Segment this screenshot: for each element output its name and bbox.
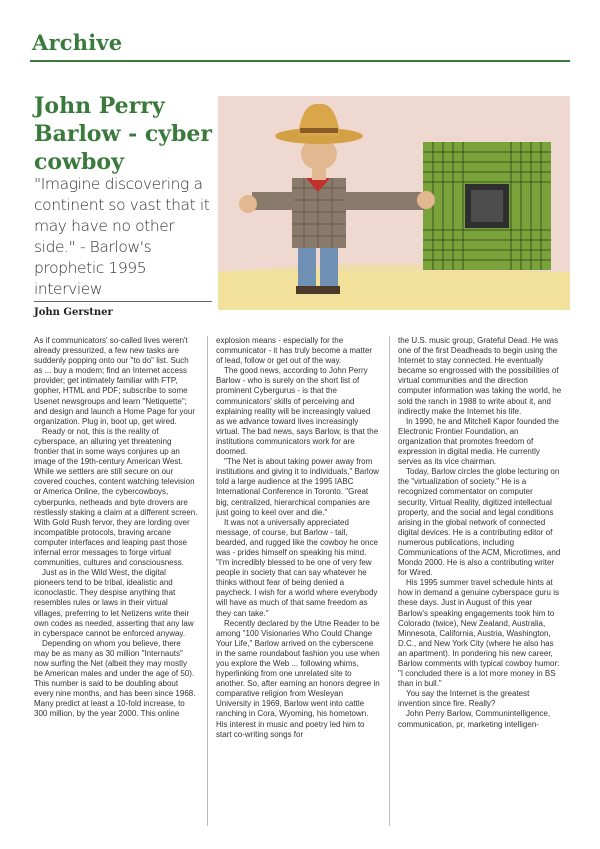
paragraph: You say the Internet is the greatest invention since fire. Really? [398,689,530,709]
paragraph: Ready or not, this is the reality of cyberspace, an alluring yet threatening frontier that in some ways conjures up an image of the 19th-century American West. While we settlers are still secure on our covered couches, content watching television or America Online, the cybercowboys, cyberpunks, netheads and byte drovers are restlessly staking a claim at a different screen. With Gold Rush fervor, they are lording over incompatible protocols, braving arcane computer interfaces and leaping past those infernal error messages to forge virtual communities, cultures and consciousness. [34,426,198,568]
article-column-1 [34,336,198,720]
paragraph: the U.S. music group, Grateful Dead. He was one of the first Deadheads to begin using the Internet to stay connected. He eventually became so engrossed with the possibilities of virtual communities and the direction computer information was taking the world, he sold the ranch in 1988 to write about it, and indirectly make the Internet his life. [398,336,562,416]
masthead-rule [30,60,570,62]
cowboy-illustration [218,96,570,310]
column-divider [207,336,208,826]
paragraph: As if communicators' so-called lives weren't already pressurized, a few new tasks are suddenly popping onto our "to do" list. Such as ... buy a modem; find an Internet access provider; get intimately familiar with FTP, gopher, HTML and PDF; subscribe to some Usenet newsgroups and learn "Netiquette"; and design and launch a Home Page for your organization. Plug in, boot up, get wired. [34,336,195,426]
paragraph: Today, Barlow circles the globe lecturing on the "virtualization of society." He is a recognized commentator on computer security, Virtual Reality, digitized intellectual property, and the social and legal conditions arising in the global network of connected digital devices. He is a contributing editor of numerous publications, including Communications of the ACM, Microtimes, and Mondo 2000. He is also a contributing writer for Wired. [398,467,561,578]
paragraph: The good news, according to John Perry Barlow - who is surely on the short list of prominent Cybergurus - is that the communicators' skills of perceiving and explaining reality will be increasingly valued as we advance toward lives increasingly virtual. The bad news, says Barlow, is that the institutions communicators work for are doomed. [216,366,379,457]
byline: John Gerstner [34,307,113,318]
circuit-chip-graphic [423,142,551,270]
standfirst: "Imagine discovering a continent so vast that it may have no other side." - Barlow's prophetic 1995 interview [34,175,210,298]
section-title: Archive [32,30,123,55]
column-divider [389,336,390,826]
paragraph: In 1990, he and Mitchell Kapor founded the Electronic Frontier Foundation, an organization that promotes freedom of expression in digital media. He currently serves as its vice chairman. [398,416,559,467]
paragraph: explosion means - especially for the communicator - it has truly become a matter of lead, follow or get out of the way. [216,336,373,366]
masthead [30,28,570,58]
byline-rule [34,301,212,302]
article-column-3 [398,336,562,730]
paragraph: John Perry Barlow, Communintelligence, communication, pr, marketing intelligen- [398,709,551,729]
paragraph: Recently declared by the Utne Reader to be among "100 Visionaries Who Could Change Your Life," Barlow arrived on the cyberscene in the same roundabout fashion you use when you explore the Web ... following whims, hyperlinking from one unrelated site to another. So, after earning an honors degree in comparative religion from Wesleyan University in 1969, Barlow went into cattle ranching in Cora, Wyoming, his hometown. His interest in music and poetry led him to start co-writing songs for [216,618,380,739]
paragraph: His 1995 summer travel schedule hints at how in demand a genuine cyberspace guru is these days. Just in August of this year Barlow's speaking engagements took him to Colorado (twice), New Zealand, Australia, Minnesota, California, Austria, Washington, D.C., and New York City (where he also has an apartment). In pondering his new career, Barlow comments with typical cowboy humor: "I concluded there is a lot more money in BS than in bull." [398,578,560,689]
paragraph: It was not a universally appreciated message, of course, but Barlow - tall, bearded, and rugged like the cowboy he once was - prides himself on speaking his mind. "I'm incredibly blessed to be one of very few people in society that can say whatever he thinks without fear of being denied a paycheck. I wish for a world where everybody will have as much of that same freedom as they can take." [216,517,378,618]
paragraph: "The Net is about taking power away from institutions and giving it to individuals," Barlow told a large audience at the 1995 IABC International Conference in Toronto. "Great big, centralized, hierarchical companies are just going to keel over and die." [216,457,379,517]
paragraph: Depending on whom you believe, there may be as many as 30 million "Internauts" now surfing the Net (albeit they may mostly be American males and under the age of 50). This number is said to be doubling about every nine months, and has been since 1968. Many predict at least a 10-fold increase, to 300 million, by the year 2000. This online [34,638,196,719]
paragraph: Just as in the Wild West, the digital pioneers tend to be tribal, idealistic and iconoclastic. They despise anything that resembles rules or laws in their virtual villages, preferring to let Netizens write their own codes as needed, asserting that any law in cyberspace cannot be enforced anyway. [34,568,194,638]
article-column-2 [216,336,380,740]
headline: John Perry Barlow - cyber cowboy [34,93,213,175]
